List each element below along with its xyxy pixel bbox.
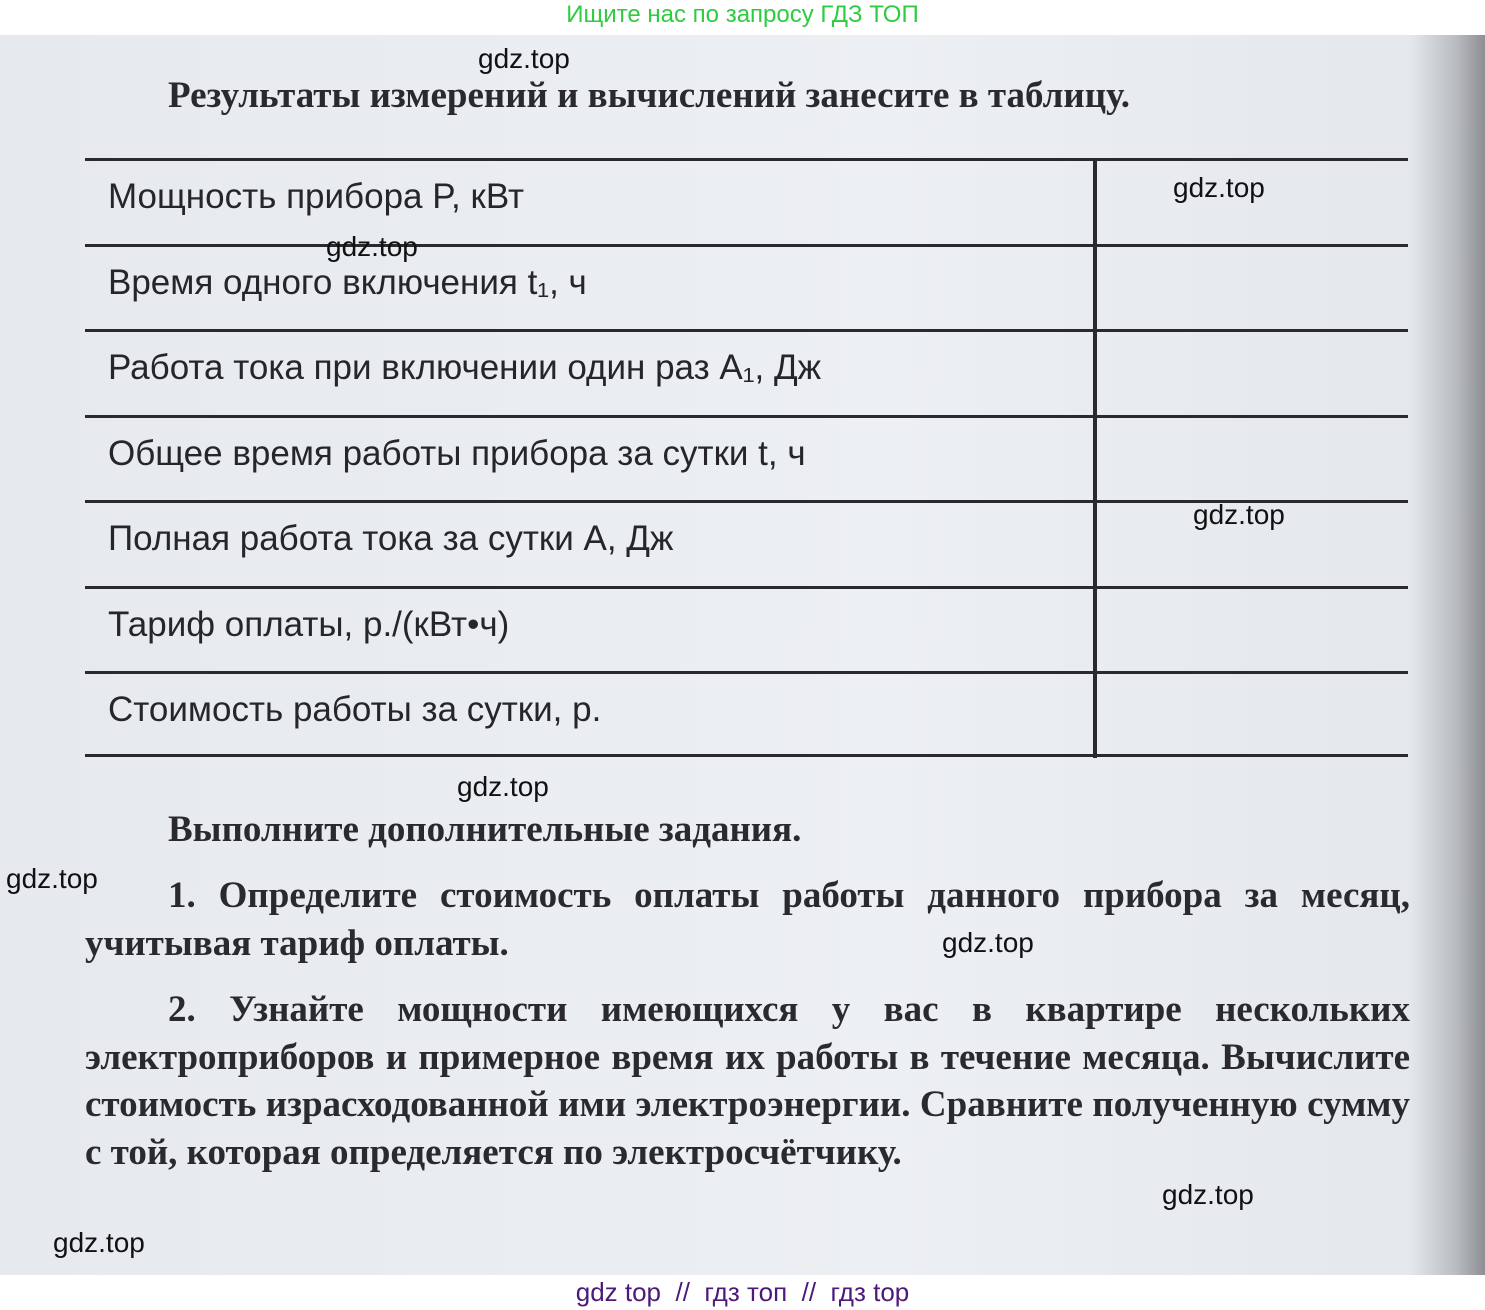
- row-label: Стоимость работы за сутки, р.: [108, 690, 602, 729]
- table-column-divider: [1093, 158, 1097, 758]
- table-row: [85, 586, 1408, 672]
- table-row: [85, 415, 1408, 501]
- footer-watermark: gdz top // гдз топ // гдз top: [575, 1277, 910, 1307]
- watermark: gdz.top: [478, 43, 570, 74]
- row-value: [1095, 589, 1408, 672]
- task-1: 1. Определите стоимость оплаты работы данного прибора за месяц, учитывая тариф оплаты.: [85, 875, 1410, 964]
- watermark: gdz.top: [1162, 1179, 1254, 1210]
- watermark: gdz.top: [1173, 172, 1265, 203]
- watermark: gdz.top: [6, 863, 98, 894]
- row-label: Тариф оплаты, р./(кВт•ч): [108, 604, 510, 644]
- watermark: gdz.top: [1193, 499, 1285, 530]
- row-label: Время одного включения t₁, ч: [108, 262, 587, 302]
- watermark: gdz.top: [326, 231, 418, 262]
- row-label: Общее время работы прибора за сутки t, ч: [108, 433, 806, 473]
- extra-tasks-heading: Выполните дополнительные задания.: [168, 809, 802, 850]
- task-2: 2. Узнайте мощности имеющихся у вас в квартире нескольких электроприборов и примерное время их работы в течение месяца. Вычислите стоимость израсходованной ими электроэнергии. Сравните полученную сумму с той, которая определяется по электросчётчику.: [85, 989, 1410, 1173]
- table-row: [85, 244, 1408, 330]
- row-label: Полная работа тока за сутки A, Дж: [108, 519, 674, 558]
- table-row: [85, 671, 1408, 757]
- row-value: [1095, 674, 1408, 754]
- watermark: gdz.top: [457, 771, 549, 802]
- row-value: [1095, 247, 1408, 330]
- watermark: gdz.top: [53, 1227, 145, 1258]
- table-instruction: Результаты измерений и вычислений занесите в таблицу.: [168, 75, 1131, 116]
- row-label: Работа тока при включении один раз A₁, Дж: [108, 348, 822, 387]
- search-banner: Ищите нас по запросу ГДЗ ТОП: [566, 1, 919, 28]
- watermark: gdz.top: [942, 927, 1034, 958]
- row-value: [1095, 332, 1408, 415]
- row-value: [1095, 418, 1408, 501]
- row-label: Мощность прибора P, кВт: [108, 177, 525, 216]
- table-row: [85, 329, 1408, 415]
- measurement-table: [85, 158, 1408, 757]
